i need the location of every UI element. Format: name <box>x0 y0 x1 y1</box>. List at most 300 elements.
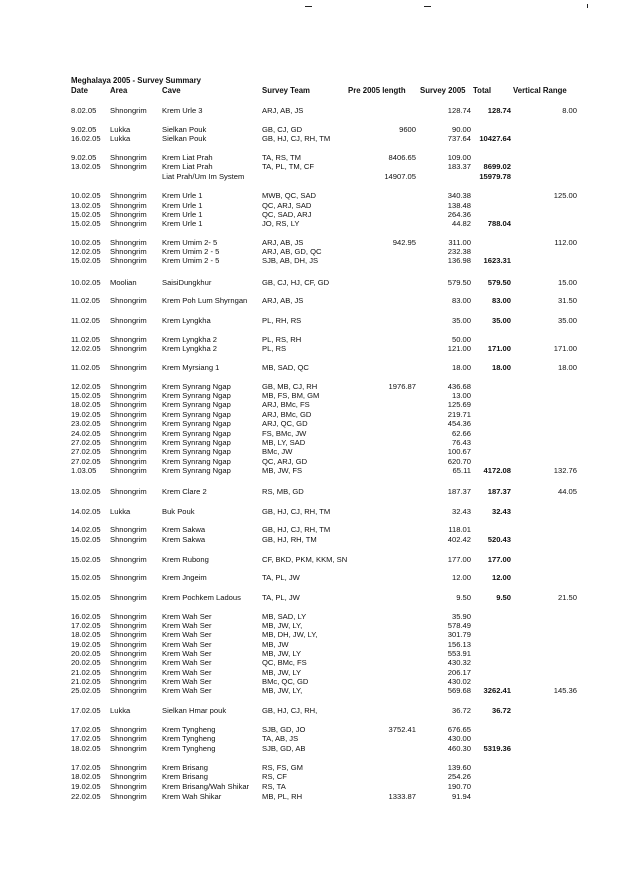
row-pre-2005-length: 8406.65 <box>388 153 416 162</box>
row-team: ARJ, AB, JS <box>262 296 304 305</box>
table-row <box>0 659 642 668</box>
row-area: Shnongrim <box>110 555 147 564</box>
table-row <box>0 631 642 640</box>
row-vertical-range: 171.00 <box>553 344 577 353</box>
row-team: RS, CF <box>262 772 287 781</box>
row-date: 23.02.05 <box>71 419 101 428</box>
row-area: Shnongrim <box>110 772 147 781</box>
row-cave: Krem Wah Ser <box>162 630 212 639</box>
row-survey-2005: 430.00 <box>447 734 471 743</box>
row-area: Shnongrim <box>110 191 147 200</box>
row-date: 17.02.05 <box>71 734 101 743</box>
row-date: 27.02.05 <box>71 447 101 456</box>
row-cave: Krem Synrang Ngap <box>162 391 231 400</box>
row-total: 15979.78 <box>479 172 511 181</box>
row-survey-2005: 9.50 <box>456 593 471 602</box>
row-survey-2005: 264.36 <box>447 210 471 219</box>
table-row <box>0 345 642 354</box>
row-vertical-range: 112.00 <box>554 238 577 247</box>
row-survey-2005: 579.50 <box>447 278 471 287</box>
table-row <box>0 317 642 326</box>
row-survey-2005: 578.49 <box>447 621 471 630</box>
row-area: Shnongrim <box>110 640 147 649</box>
row-vertical-range: 18.00 <box>557 363 577 372</box>
row-date: 15.02.05 <box>71 219 101 228</box>
row-area: Shnongrim <box>110 686 147 695</box>
table-row <box>0 574 642 583</box>
row-survey-2005: 83.00 <box>451 296 471 305</box>
row-date: 21.02.05 <box>71 677 101 686</box>
row-cave: SaisiDungkhur <box>162 278 212 287</box>
row-area: Shnongrim <box>110 106 147 115</box>
row-survey-2005: 301.79 <box>447 630 471 639</box>
row-total: 10427.64 <box>479 134 511 143</box>
header-survey-2005: Survey 2005 <box>420 86 466 95</box>
row-total: 1623.31 <box>483 256 511 265</box>
row-team: TA, PL, TM, CF <box>262 162 315 171</box>
row-area: Shnongrim <box>110 535 147 544</box>
row-team: ARJ, QC, GD <box>262 419 308 428</box>
row-date: 14.02.05 <box>71 525 101 534</box>
table-row <box>0 467 642 476</box>
table-row <box>0 745 642 754</box>
row-survey-2005: 136.98 <box>447 256 471 265</box>
table-row <box>0 192 642 201</box>
row-team: TA, PL, JW <box>262 593 300 602</box>
table-row <box>0 107 642 116</box>
row-survey-2005: 139.60 <box>447 763 471 772</box>
row-area: Shnongrim <box>110 238 147 247</box>
row-team: SJB, AB, DH, JS <box>262 256 319 265</box>
row-survey-2005: 118.01 <box>448 525 471 534</box>
row-date: 10.02.05 <box>71 191 101 200</box>
row-team: TA, PL, JW <box>262 573 300 582</box>
row-total: 177.00 <box>487 555 511 564</box>
row-area: Shnongrim <box>110 466 147 475</box>
row-total: 788.04 <box>487 219 511 228</box>
row-date: 13.02.05 <box>71 487 101 496</box>
row-team: MB, JW, LY <box>262 649 302 658</box>
table-row <box>0 448 642 457</box>
row-date: 12.02.05 <box>71 382 101 391</box>
row-team: GB, MB, CJ, RH <box>262 382 318 391</box>
row-area: Shnongrim <box>110 457 147 466</box>
row-date: 15.02.05 <box>71 573 101 582</box>
row-team: QC, BMc, FS <box>262 658 307 667</box>
row-date: 9.02.05 <box>71 125 97 134</box>
row-date: 15.02.05 <box>71 593 101 602</box>
row-date: 18.02.05 <box>71 744 101 753</box>
row-cave: Sielkan Pouk <box>162 125 207 134</box>
row-area: Shnongrim <box>110 668 147 677</box>
row-cave: Krem Wah Shikar <box>162 792 222 801</box>
row-area: Shnongrim <box>110 429 147 438</box>
row-cave: Liat Prah/Um Im System <box>162 172 245 181</box>
table-row <box>0 420 642 429</box>
row-team: MB, JW, LY, <box>262 686 303 695</box>
row-date: 1.03.05 <box>71 466 97 475</box>
row-total: 18.00 <box>491 363 511 372</box>
row-cave: Krem Urle 1 <box>162 219 203 228</box>
row-cave: Krem Urle 1 <box>162 191 203 200</box>
row-date: 18.02.05 <box>71 400 101 409</box>
row-cave: Krem Wah Ser <box>162 686 212 695</box>
row-area: Shnongrim <box>110 447 147 456</box>
row-team: MB, SAD, QC <box>262 363 309 372</box>
row-area: Shnongrim <box>110 335 147 344</box>
row-cave: Krem Myrsiang 1 <box>162 363 220 372</box>
row-cave: Krem Wah Ser <box>162 649 212 658</box>
row-area: Shnongrim <box>110 400 147 409</box>
row-total: 32.43 <box>491 507 511 516</box>
table-row <box>0 488 642 497</box>
table-row <box>0 173 642 182</box>
row-survey-2005: 18.00 <box>451 363 471 372</box>
row-survey-2005: 35.90 <box>451 612 471 621</box>
row-area: Lukka <box>110 125 131 134</box>
row-total: 128.74 <box>487 106 511 115</box>
row-cave: Krem Urle 3 <box>162 106 203 115</box>
row-cave: Krem Tyngheng <box>162 725 216 734</box>
row-date: 20.02.05 <box>71 658 101 667</box>
row-survey-2005: 430.32 <box>447 658 471 667</box>
row-cave: Krem Wah Ser <box>162 621 212 630</box>
row-pre-2005-length: 942.95 <box>392 238 416 247</box>
header-total: Total <box>473 86 492 95</box>
row-team: GB, HJ, CJ, RH, TM <box>262 507 331 516</box>
row-date: 15.02.05 <box>71 210 101 219</box>
row-survey-2005: 44.82 <box>451 219 471 228</box>
row-area: Shnongrim <box>110 438 147 447</box>
row-date: 24.02.05 <box>71 429 101 438</box>
row-date: 19.02.05 <box>71 410 101 419</box>
row-cave: Krem Tyngheng <box>162 734 216 743</box>
row-survey-2005: 65.11 <box>452 466 471 475</box>
table-row <box>0 735 642 744</box>
row-survey-2005: 183.37 <box>447 162 471 171</box>
row-total: 83.00 <box>491 296 511 305</box>
row-team: QC, ARJ, GD <box>262 457 308 466</box>
row-area: Shnongrim <box>110 201 147 210</box>
row-total: 9.50 <box>496 593 511 602</box>
table-row <box>0 687 642 696</box>
row-survey-2005: 76.43 <box>451 438 471 447</box>
header-date: Date <box>71 86 88 95</box>
row-team: MB, JW, FS <box>262 466 303 475</box>
row-team: MB, JW, LY, <box>262 621 303 630</box>
row-cave: Krem Brisang/Wah Shikar <box>162 782 250 791</box>
row-date: 13.02.05 <box>71 162 101 171</box>
row-team: MB, SAD, LY <box>262 612 307 621</box>
row-survey-2005: 254.26 <box>447 772 471 781</box>
row-total: 579.50 <box>487 278 511 287</box>
row-area: Lukka <box>110 507 131 516</box>
row-survey-2005: 553.91 <box>447 649 471 658</box>
row-cave: Krem Brisang <box>162 763 209 772</box>
row-cave: Krem Umim 2 - 5 <box>162 256 220 265</box>
row-vertical-range: 35.00 <box>557 316 577 325</box>
row-date: 11.02.05 <box>71 296 100 305</box>
row-team: MB, FS, BM, GM <box>262 391 320 400</box>
row-area: Shnongrim <box>110 763 147 772</box>
row-area: Shnongrim <box>110 782 147 791</box>
table-row <box>0 536 642 545</box>
row-team: FS, BMc, JW <box>262 429 307 438</box>
row-date: 15.02.05 <box>71 535 101 544</box>
row-total: 3262.41 <box>483 686 511 695</box>
row-team: MB, JW, LY <box>262 668 302 677</box>
row-vertical-range: 21.50 <box>557 593 577 602</box>
row-survey-2005: 569.68 <box>447 686 471 695</box>
row-cave: Krem Umim 2- 5 <box>162 238 218 247</box>
row-survey-2005: 125.69 <box>447 400 471 409</box>
row-cave: Sielkan Hmar pouk <box>162 706 227 715</box>
table-row <box>0 220 642 229</box>
row-area: Shnongrim <box>110 612 147 621</box>
row-area: Shnongrim <box>110 593 147 602</box>
row-team: MB, DH, JW, LY, <box>262 630 318 639</box>
row-area: Shnongrim <box>110 744 147 753</box>
row-team: ARJ, AB, JS <box>262 238 304 247</box>
row-cave: Krem Wah Ser <box>162 640 212 649</box>
row-area: Shnongrim <box>110 649 147 658</box>
row-total: 12.00 <box>491 573 511 582</box>
row-vertical-range: 8.00 <box>562 106 577 115</box>
table-row <box>0 793 642 802</box>
table-row <box>0 526 642 535</box>
row-date: 17.02.05 <box>71 725 101 734</box>
row-area: Shnongrim <box>110 210 147 219</box>
header-cave: Cave <box>162 86 181 95</box>
row-team: MWB, QC, SAD <box>262 191 317 200</box>
row-date: 14.02.05 <box>71 507 101 516</box>
row-survey-2005: 62.66 <box>451 429 471 438</box>
row-survey-2005: 206.17 <box>447 668 471 677</box>
row-survey-2005: 454.36 <box>447 419 471 428</box>
table-row <box>0 163 642 172</box>
row-date: 18.02.05 <box>71 630 101 639</box>
row-date: 27.02.05 <box>71 457 101 466</box>
row-team: MB, LY, SAD <box>262 438 306 447</box>
row-survey-2005: 460.30 <box>447 744 471 753</box>
row-area: Shnongrim <box>110 153 147 162</box>
row-cave: Buk Pouk <box>162 507 195 516</box>
row-date: 19.02.05 <box>71 640 101 649</box>
row-team: RS, FS, GM <box>262 763 303 772</box>
row-total: 520.43 <box>487 535 511 544</box>
row-area: Shnongrim <box>110 316 147 325</box>
row-area: Moolian <box>110 278 137 287</box>
row-survey-2005: 430.02 <box>447 677 471 686</box>
table-row <box>0 508 642 517</box>
table-row <box>0 594 642 603</box>
page-title: Meghalaya 2005 - Survey Summary <box>71 76 202 85</box>
row-team: CF, BKD, PKM, KKM, SN <box>262 555 348 564</box>
table-row <box>0 364 642 373</box>
row-team: QC, SAD, ARJ <box>262 210 312 219</box>
row-date: 19.02.05 <box>71 782 101 791</box>
row-survey-2005: 128.74 <box>447 106 471 115</box>
row-survey-2005: 620.70 <box>447 457 471 466</box>
row-cave: Krem Synrang Ngap <box>162 410 231 419</box>
row-date: 22.02.05 <box>71 792 101 801</box>
row-total: 36.72 <box>491 706 511 715</box>
row-area: Shnongrim <box>110 677 147 686</box>
row-cave: Krem Liat Prah <box>162 162 213 171</box>
row-cave: Krem Urle 1 <box>162 210 203 219</box>
row-pre-2005-length: 3752.41 <box>388 725 416 734</box>
table-row <box>0 297 642 306</box>
row-date: 11.02.05 <box>71 363 100 372</box>
row-cave: Krem Synrang Ngap <box>162 438 231 447</box>
row-date: 13.02.05 <box>71 201 101 210</box>
row-cave: Krem Synrang Ngap <box>162 400 231 409</box>
table-row <box>0 279 642 288</box>
row-survey-2005: 32.43 <box>451 507 471 516</box>
row-survey-2005: 232.38 <box>447 247 471 256</box>
row-survey-2005: 340.38 <box>447 191 471 200</box>
row-team: RS, MB, GD <box>262 487 304 496</box>
row-vertical-range: 44.05 <box>557 487 577 496</box>
row-team: PL, RS, RH <box>262 335 302 344</box>
row-cave: Krem Wah Ser <box>162 668 212 677</box>
table-row <box>0 707 642 716</box>
row-total: 5319.36 <box>483 744 511 753</box>
row-area: Shnongrim <box>110 382 147 391</box>
row-cave: Krem Urle 1 <box>162 201 203 210</box>
table-row <box>0 773 642 782</box>
row-date: 10.02.05 <box>71 278 101 287</box>
row-cave: Sielkan Pouk <box>162 134 207 143</box>
row-survey-2005: 91.94 <box>451 792 471 801</box>
table-row <box>0 401 642 410</box>
row-date: 15.02.05 <box>71 555 101 564</box>
row-date: 12.02.05 <box>71 247 101 256</box>
row-survey-2005: 311.00 <box>448 238 471 247</box>
row-cave: Krem Jngeim <box>162 573 207 582</box>
row-team: GB, HJ, CJ, RH, <box>262 706 318 715</box>
row-team: TA, AB, JS <box>262 734 299 743</box>
row-area: Shnongrim <box>110 296 147 305</box>
row-area: Shnongrim <box>110 162 147 171</box>
row-vertical-range: 15.00 <box>557 278 577 287</box>
row-cave: Krem Lyngkha <box>162 316 211 325</box>
row-cave: Krem Lyngkha 2 <box>162 344 218 353</box>
row-team: MB, JW <box>262 640 289 649</box>
row-cave: Krem Umim 2 - 5 <box>162 247 220 256</box>
row-cave: Krem Wah Ser <box>162 612 212 621</box>
row-total: 8699.02 <box>483 162 511 171</box>
row-cave: Krem Lyngkha 2 <box>162 335 218 344</box>
row-area: Shnongrim <box>110 734 147 743</box>
row-area: Shnongrim <box>110 256 147 265</box>
row-cave: Krem Sakwa <box>162 525 206 534</box>
table-row <box>0 257 642 266</box>
row-area: Shnongrim <box>110 525 147 534</box>
row-area: Shnongrim <box>110 391 147 400</box>
row-team: PL, RH, RS <box>262 316 302 325</box>
row-cave: Krem Synrang Ngap <box>162 457 231 466</box>
row-area: Shnongrim <box>110 344 147 353</box>
row-survey-2005: 50.00 <box>451 335 471 344</box>
row-area: Shnongrim <box>110 487 147 496</box>
row-team: RS, TA <box>262 782 286 791</box>
row-cave: Krem Poh Lum Shyrngan <box>162 296 248 305</box>
row-cave: Krem Clare 2 <box>162 487 207 496</box>
row-date: 20.02.05 <box>71 649 101 658</box>
row-vertical-range: 132.76 <box>553 466 577 475</box>
row-cave: Krem Pochkem Ladous <box>162 593 241 602</box>
row-cave: Krem Brisang <box>162 772 209 781</box>
row-date: 12.02.05 <box>71 344 101 353</box>
row-survey-2005: 219.71 <box>447 410 471 419</box>
row-area: Shnongrim <box>110 410 147 419</box>
row-date: 10.02.05 <box>71 238 101 247</box>
row-vertical-range: 31.50 <box>557 296 577 305</box>
row-team: GB, HJ, RH, TM <box>262 535 317 544</box>
row-team: SJB, GD, AB <box>262 744 306 753</box>
row-team: SJB, GD, JO <box>262 725 306 734</box>
row-team: GB, CJ, HJ, CF, GD <box>262 278 330 287</box>
row-cave: Krem Synrang Ngap <box>162 466 231 475</box>
row-survey-2005: 90.00 <box>451 125 471 134</box>
row-date: 11.02.05 <box>71 316 100 325</box>
row-date: 9.02.05 <box>71 153 97 162</box>
row-vertical-range: 145.36 <box>553 686 577 695</box>
row-pre-2005-length: 1976.87 <box>388 382 416 391</box>
row-survey-2005: 121.00 <box>447 344 471 353</box>
row-team: ARJ, BMc, GD <box>262 410 312 419</box>
row-area: Shnongrim <box>110 658 147 667</box>
row-survey-2005: 402.42 <box>447 535 471 544</box>
row-cave: Krem Sakwa <box>162 535 206 544</box>
row-team: MB, PL, RH <box>262 792 303 801</box>
row-date: 16.02.05 <box>71 134 101 143</box>
row-cave: Krem Synrang Ngap <box>162 447 231 456</box>
row-total: 35.00 <box>491 316 511 325</box>
row-survey-2005: 156.13 <box>447 640 471 649</box>
row-team: ARJ, BMc, FS <box>262 400 310 409</box>
row-team: ARJ, AB, GD, QC <box>262 247 322 256</box>
row-total: 171.00 <box>487 344 511 353</box>
row-survey-2005: 737.64 <box>447 134 471 143</box>
row-survey-2005: 36.72 <box>451 706 471 715</box>
row-cave: Krem Wah Ser <box>162 677 212 686</box>
table-row <box>0 135 642 144</box>
row-survey-2005: 676.65 <box>447 725 471 734</box>
row-date: 27.02.05 <box>71 438 101 447</box>
row-date: 16.02.05 <box>71 612 101 621</box>
row-cave: Krem Synrang Ngap <box>162 429 231 438</box>
table-row <box>0 458 642 467</box>
row-pre-2005-length: 9600 <box>399 125 416 134</box>
row-cave: Krem Liat Prah <box>162 153 213 162</box>
row-team: TA, RS, TM <box>262 153 301 162</box>
row-date: 15.02.05 <box>71 391 101 400</box>
table-row <box>0 783 642 792</box>
row-area: Shnongrim <box>110 630 147 639</box>
row-pre-2005-length: 1333.87 <box>388 792 416 801</box>
row-area: Shnongrim <box>110 419 147 428</box>
row-survey-2005: 187.37 <box>447 487 471 496</box>
row-team: GB, HJ, CJ, RH, TM <box>262 134 331 143</box>
row-survey-2005: 436.68 <box>447 382 471 391</box>
row-area: Shnongrim <box>110 792 147 801</box>
row-survey-2005: 109.00 <box>447 153 471 162</box>
row-team: BMc, JW <box>262 447 293 456</box>
row-area: Shnongrim <box>110 247 147 256</box>
row-total: 4172.08 <box>483 466 511 475</box>
